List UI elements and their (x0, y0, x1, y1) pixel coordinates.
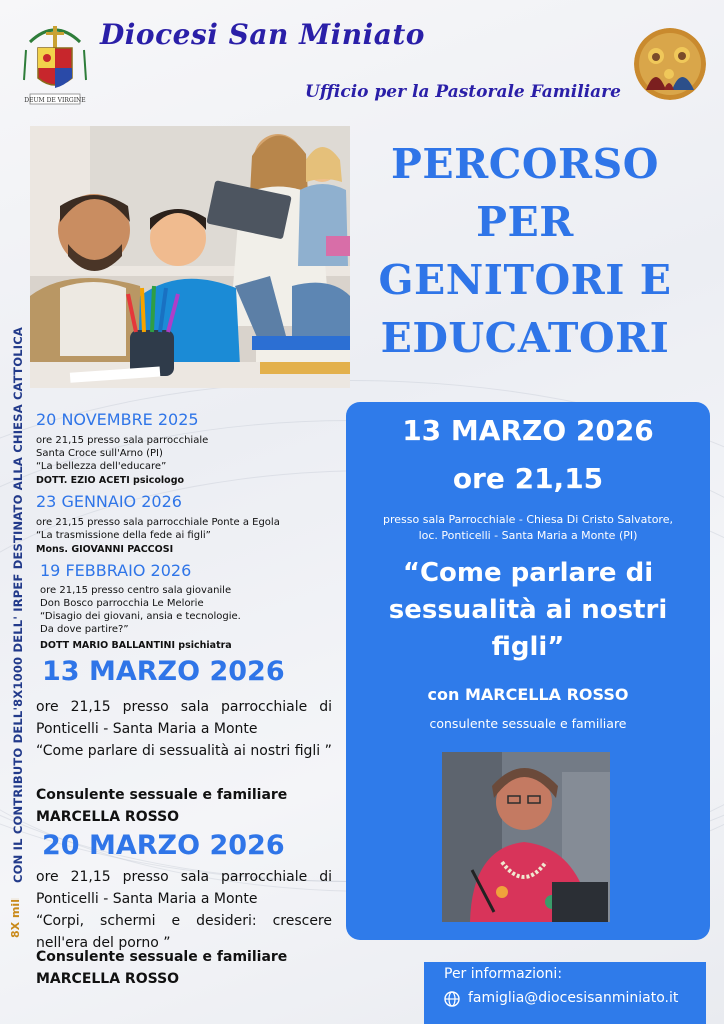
schedule-details (36, 434, 332, 473)
featured-speaker-role: consulente sessuale e familiare (429, 716, 627, 731)
crest-motto: DEUM DE VIRGINE (24, 97, 86, 104)
speaker-photo (442, 752, 610, 922)
schedule-speaker-role: Consulente sessuale e familiare (36, 949, 288, 965)
schedule-speaker: Mons. GIOVANNI PACCOSI (36, 544, 174, 555)
schedule-date: 19 FEBBRAIO 2026 (40, 561, 192, 580)
schedule-text: ore 21,15 presso sala parrocchiale di Ponticelli - Santa Maria a Monte (36, 869, 332, 907)
schedule-date: 20 NOVEMBRE 2025 (36, 410, 199, 429)
schedule-speaker-role: Consulente sessuale e familiare (36, 787, 288, 803)
event-title (350, 135, 700, 367)
schedule-line: “La trasmissione della fede ai figli” (36, 530, 211, 541)
featured-date: 13 MARZO 2026 (402, 414, 654, 447)
schedule-line: “La bellezza dell'educare” (36, 461, 167, 472)
schedule-line: ore 21,15 presso centro sala giovanile (40, 585, 232, 596)
diocese-name: Diocesi San Miniato (100, 18, 425, 51)
schedule-details (40, 584, 336, 636)
contact-label: Per informazioni: (444, 966, 563, 982)
8x1000-logo (10, 898, 28, 940)
schedule-line: Da dove partire?” (40, 624, 129, 635)
featured-time: ore 21,15 (452, 462, 604, 495)
office-name: Ufficio per la Pastorale Familiare (305, 82, 621, 102)
sponsor-vertical-text: CON IL CONTRIBUTO DELL'8X1000 DELL' IRPEF DESTINATO ALLA CHIESA CATTOLICA (11, 327, 25, 883)
title-line: GENITORI E (378, 256, 672, 304)
schedule-speaker: MARCELLA ROSSO (36, 809, 180, 825)
schedule-line: ore 21,15 presso sala parrocchiale Ponte a Egola (36, 517, 280, 528)
diocese-crest (20, 20, 90, 108)
schedule-date: 20 MARZO 2026 (42, 830, 285, 861)
schedule-quote: “Corpi, schermi e desideri: crescere nell'era del porno ” (36, 913, 332, 951)
schedule-text: ore 21,15 presso sala parrocchiale di Ponticelli - Santa Maria a Monte (36, 699, 332, 737)
featured-venue: presso sala Parrocchiale - Chiesa Di Cristo Salvatore, (383, 513, 673, 526)
family-photo (30, 126, 350, 388)
contact-email-link[interactable]: famiglia@diocesisanminiato.it (468, 990, 679, 1006)
8x1000-logo-text: 8X mille (10, 898, 22, 938)
schedule-quote: “Come parlare di sessualità ai nostri figli ” (36, 743, 332, 759)
globe-icon (444, 991, 462, 1009)
holy-family-icon (634, 28, 706, 100)
schedule-line: “Disagio dei giovani, ansia e tecnologie. (40, 611, 241, 622)
title-line: PERCORSO (391, 140, 659, 188)
schedule-date: 23 GENNAIO 2026 (36, 492, 182, 511)
schedule-details (36, 516, 332, 542)
title-line: EDUCATORI (380, 314, 670, 362)
schedule-speaker: DOTT. EZIO ACETI psicologo (36, 475, 185, 486)
schedule-speaker: DOTT MARIO BALLANTINI psichiatra (40, 640, 232, 651)
schedule-speaker: MARCELLA ROSSO (36, 971, 180, 987)
featured-speaker: con MARCELLA ROSSO (427, 685, 629, 704)
schedule-line: Don Bosco parrocchia Le Melorie (40, 598, 204, 609)
schedule-line: ore 21,15 presso sala parrocchiale (36, 435, 209, 446)
featured-venue: loc. Ponticelli - Santa Maria a Monte (PI) (418, 529, 638, 542)
title-line: PER (476, 198, 574, 246)
schedule-line: Santa Croce sull'Arno (PI) (36, 448, 163, 459)
featured-talk-title: “Come parlare di sessualità ai nostri figli” (388, 558, 668, 662)
schedule-date: 13 MARZO 2026 (42, 656, 285, 687)
